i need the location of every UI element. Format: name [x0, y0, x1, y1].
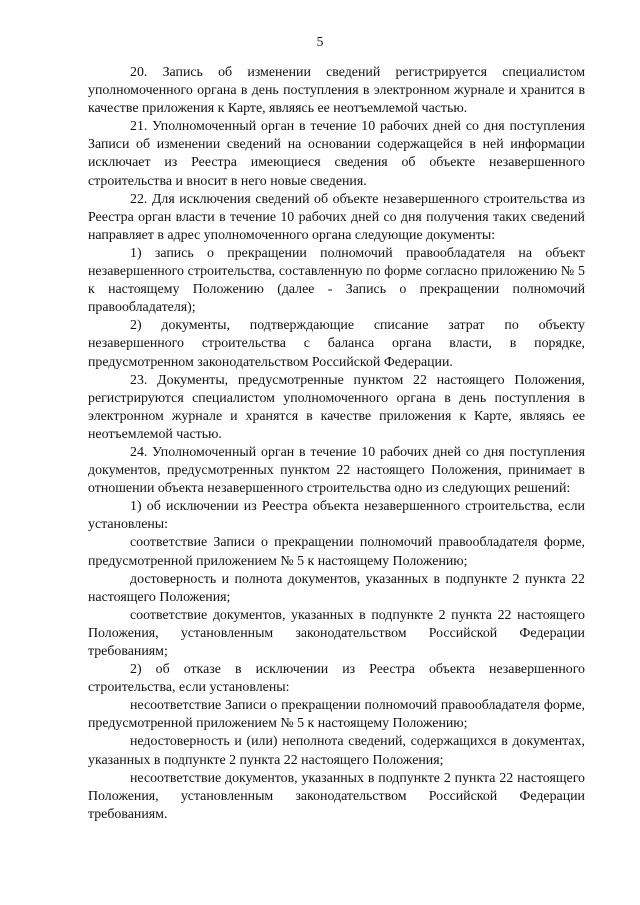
paragraph-24-item-1-condition-1: соответствие Записи о прекращении полномочий правообладателя форме, предусмотренной приложением № 5 к настоящему Положению;: [88, 535, 585, 569]
paragraph-22-item-1: 1) запись о прекращении полномочий правообладателя на объект незавершенного строительства, составленную по форме согласно приложению № 5 к настоящему Положению (далее - Запись о прекращении полномочий правообладателя);: [88, 245, 585, 316]
document-body: [88, 64, 585, 824]
paragraph-24: 24. Уполномоченный орган в течение 10 рабочих дней со дня поступления документов, предусмотренных пунктом 22 настоящего Положения, принимает в отношении объекта незавершенного строительства одно из следующих решений:: [88, 444, 585, 497]
paragraph-23: 23. Документы, предусмотренные пунктом 22 настоящего Положения, регистрируются специалистом уполномоченного органа в день поступления в электронном журнале и хранятся в качестве приложения к Карте, являясь ее неотъемлемой частью.: [88, 372, 585, 442]
paragraph-21: 21. Уполномоченный орган в течение 10 рабочих дней со дня поступления Записи об изменении сведений на основании содержащейся в ней информации исключает из Реестра имеющиеся сведения об объекте незавершенного строительства и вносит в него новые сведения.: [88, 119, 585, 189]
paragraph-24-item-2-condition-3: несоответствие документов, указанных в подпункте 2 пункта 22 настоящего Положения, установленным законодательством Российской Федерации требованиям.: [88, 770, 585, 822]
paragraph-24-item-1-condition-3: соответствие документов, указанных в подпункте 2 пункта 22 настоящего Положения, установленным законодательством Российской Федерации требованиям;: [88, 607, 585, 659]
paragraph-20: 20. Запись об изменении сведений регистрируется специалистом уполномоченного органа в день поступления в электронном журнале и хранится в качестве приложения к Карте, являясь ее неотъемлемой частью.: [88, 65, 585, 117]
paragraph-24-item-2: 2) об отказе в исключении из Реестра объекта незавершенного строительства, если установлены:: [88, 662, 585, 696]
paragraph-24-item-1-condition-2: достоверность и полнота документов, указанных в подпункте 2 пункта 22 настоящего Положения;: [88, 571, 585, 605]
paragraph-24-item-2-condition-1: несоответствие Записи о прекращении полномочий правообладателя форме, предусмотренной приложением № 5 к настоящему Положению;: [88, 698, 585, 732]
page-number: 5: [316, 34, 324, 49]
paragraph-22: 22. Для исключения сведений об объекте незавершенного строительства из Реестра орган власти в течение 10 рабочих дней со дня получения таких сведений направляет в адрес уполномоченного органа следующие документы:: [88, 191, 585, 243]
paragraph-24-item-1: 1) об исключении из Реестра объекта незавершенного строительства, если установлены:: [88, 499, 585, 533]
paragraph-22-item-2: 2) документы, подтверждающие списание затрат по объекту незавершенного строительства с баланса органа власти, в порядке, предусмотренном законодательством Российской Федерации.: [88, 318, 585, 370]
paragraph-24-item-2-condition-2: недостоверность и (или) неполнота сведений, содержащихся в документах, указанных в подпункте 2 пункта 22 настоящего Положения;: [88, 734, 585, 768]
